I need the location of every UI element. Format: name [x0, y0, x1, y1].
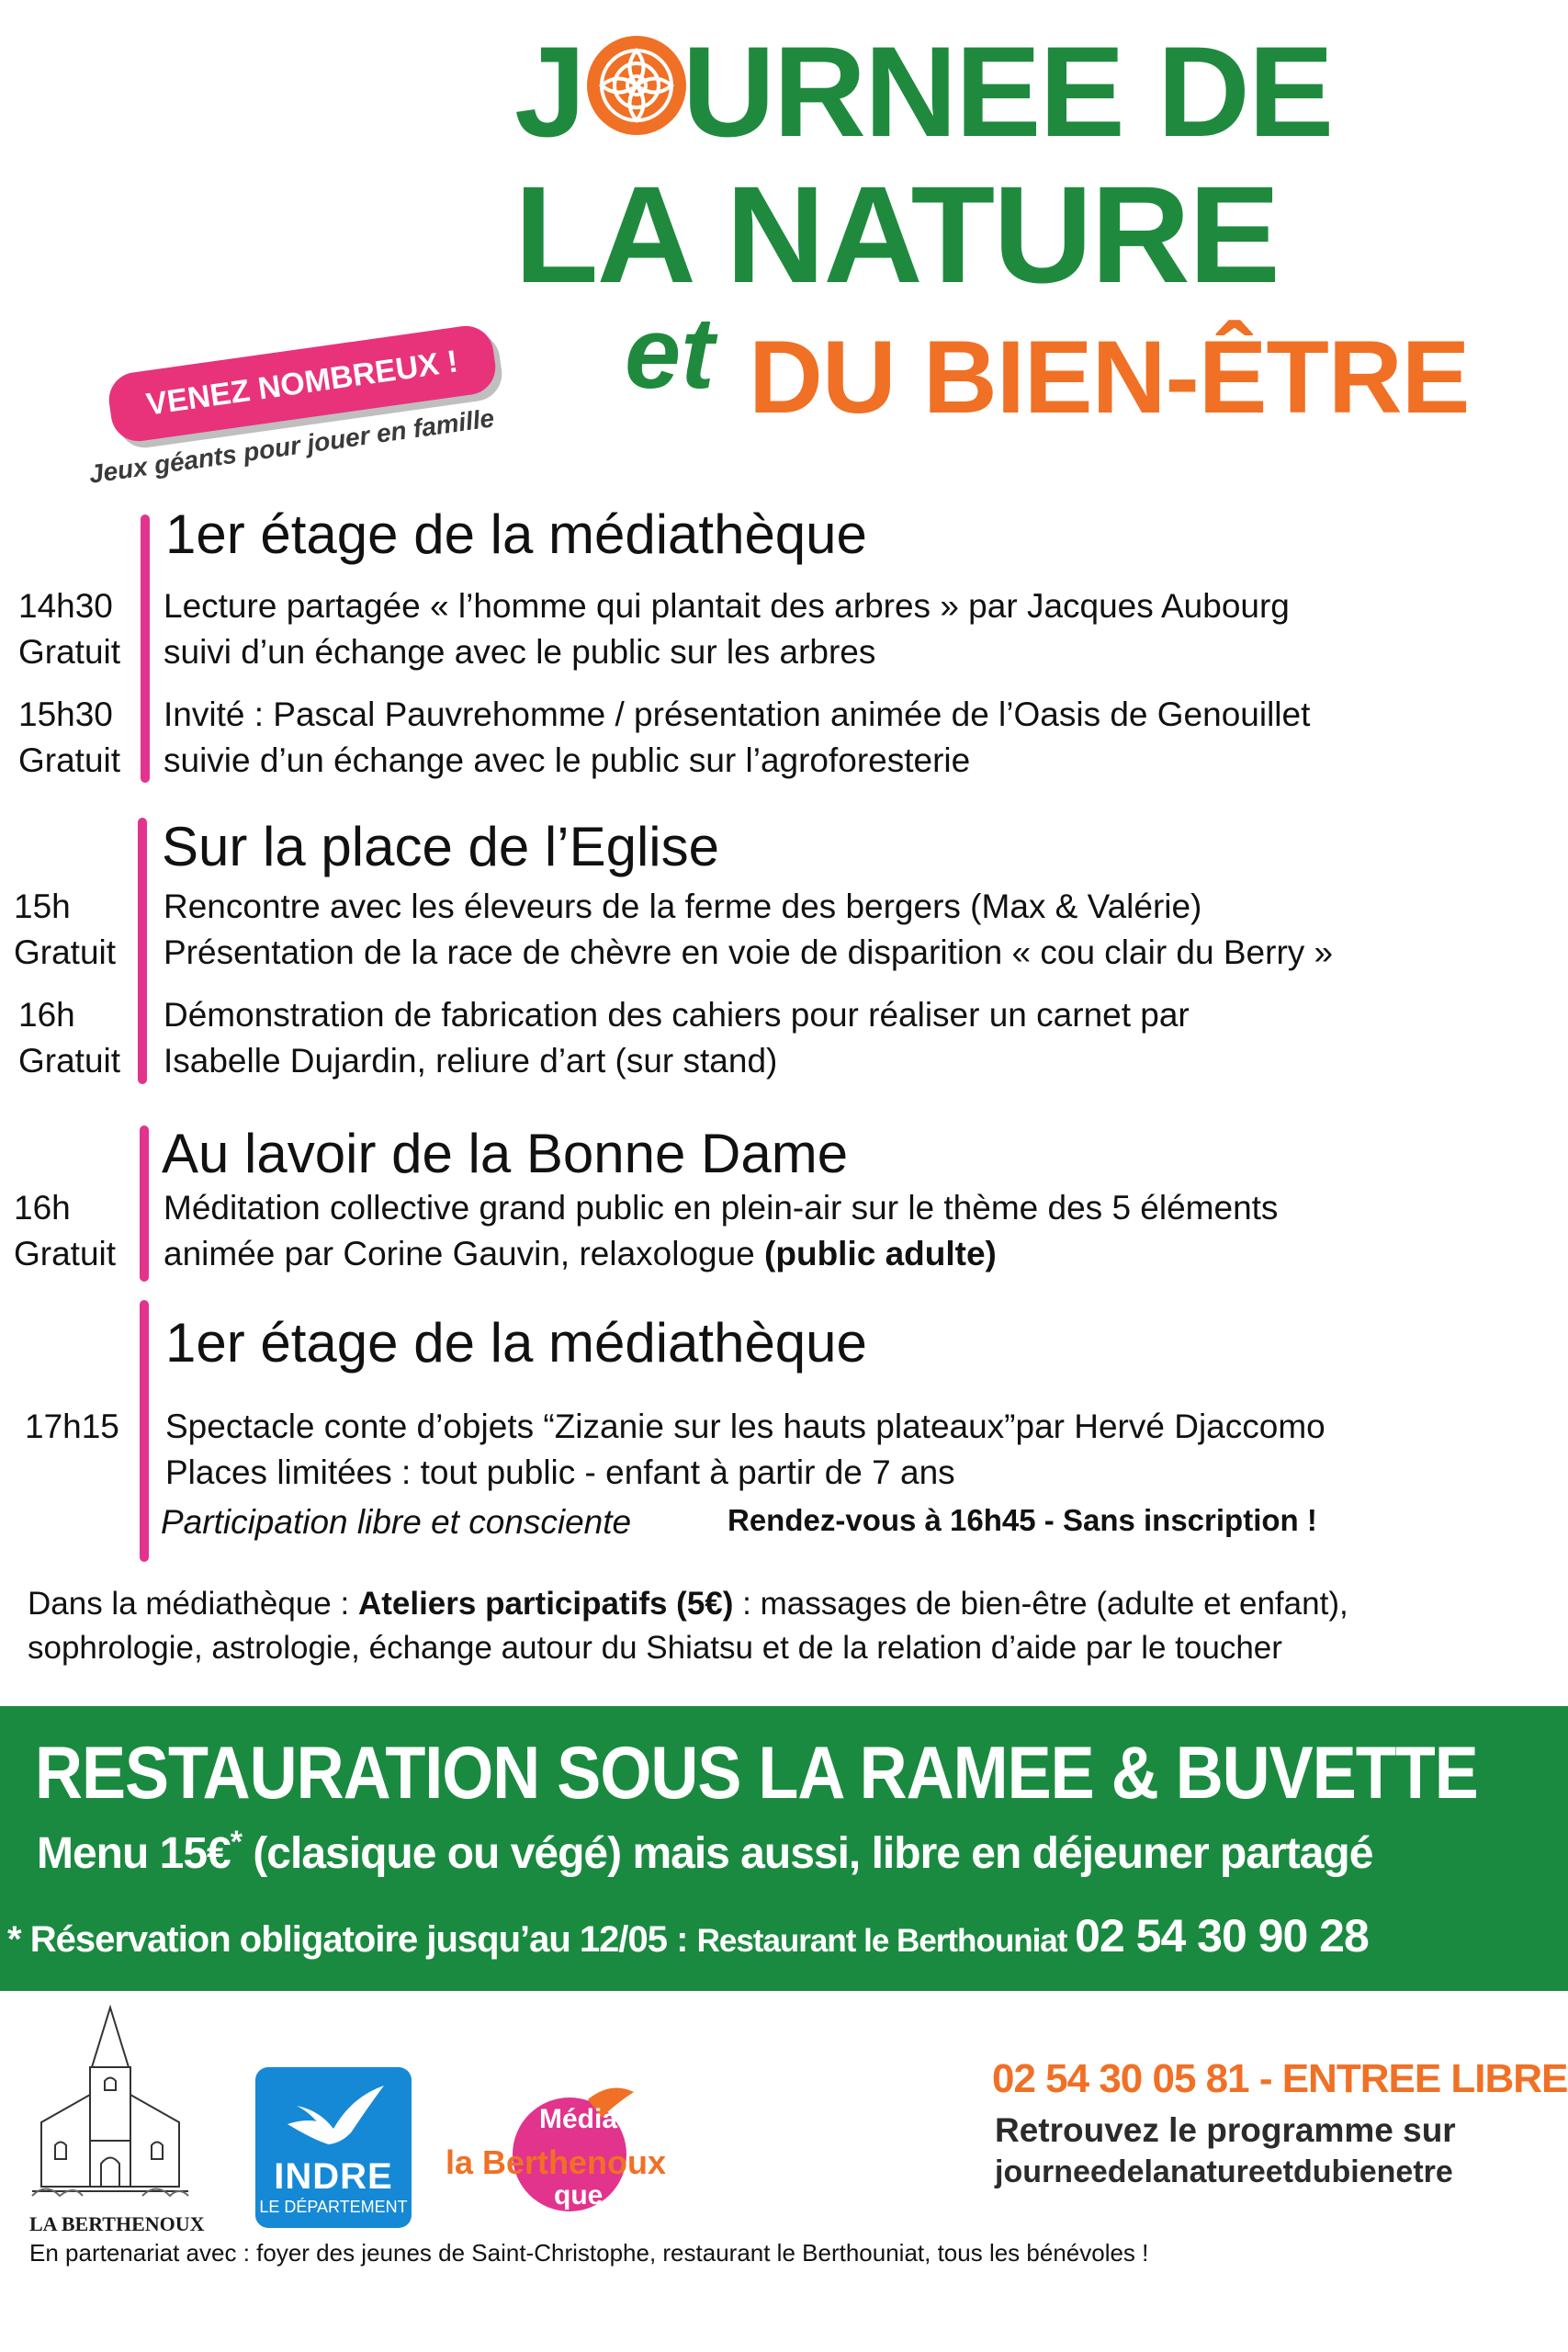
section-1-title: 1er étage de la médiathèque — [165, 503, 867, 565]
bird-icon — [278, 2078, 389, 2152]
site-line: journeedelanatureetdubienetre — [995, 2154, 1453, 2189]
programme-line: Retrouvez le programme sur — [995, 2111, 1456, 2149]
media-top: Média — [539, 2104, 618, 2134]
event-description: Démonstration de fabrication des cahiers pour réaliser un carnet par Isabelle Dujardin, reliure d’art (sur stand) — [164, 996, 1190, 1080]
phone-entree-libre: 02 54 30 05 81 - ENTREE LIBRE — [992, 2056, 1568, 2101]
church-label: LA BERTHENOUX — [29, 2212, 205, 2235]
event-description: Méditation collective grand public en plein-air sur le thème des 5 éléments animée par Corine Gauvin, relaxologue (public adulte) — [164, 1189, 1279, 1272]
section-2-title: Sur la place de l’Eglise — [162, 816, 720, 877]
section-3-bar — [140, 1125, 149, 1282]
section-4-title: 1er étage de la médiathèque — [165, 1312, 867, 1374]
partners-text: En partenariat avec : foyer des jeunes de Saint-Christophe, restaurant le Berthouniat, tous les bénévoles ! — [29, 2239, 1149, 2267]
media-mid: la Berthenoux — [446, 2143, 667, 2181]
event-time: 14h30 Gratuit — [18, 587, 121, 671]
title-line-3: DU BIEN-ÊTRE — [749, 320, 1470, 435]
event-time: 16h Gratuit — [14, 1189, 117, 1272]
tagline: Jeux géants pour jouer en famille — [86, 403, 496, 489]
section-4-bar — [140, 1300, 149, 1562]
title-et: et — [625, 297, 715, 410]
event-description: Spectacle conte d’objets “Zizanie sur les hauts plateaux”par Hervé Djaccomo Places limitées : tout public - enfant à partir de 7 ans — [165, 1408, 1325, 1491]
ateliers-text: Dans la médiathèque : Ateliers participatifs (5€) : massages de bien-être (adulte et enfant), sophrologie, astrologie, échange autour du Shiatsu et de la relation d’aide par le toucher — [28, 1586, 1348, 1666]
event-time: 15h Gratuit — [14, 888, 117, 971]
media-bot: que — [554, 2180, 604, 2211]
indre-name: INDRE — [274, 2156, 393, 2197]
rdv-text: Rendez-vous à 16h45 - Sans inscription ! — [728, 1503, 1317, 1537]
event-description: Invité : Pascal Pauvrehomme / présentation animée de l’Oasis de Genouillet suivie d’un échange avec le public sur l’agroforesterie — [164, 695, 1311, 779]
event-time: 16h Gratuit — [18, 996, 121, 1080]
section-2-bar — [138, 818, 147, 1084]
mediatheque-logo — [446, 2072, 694, 2228]
indre-logo — [255, 2067, 412, 2228]
event-description: Lecture partagée « l’homme qui plantait des arbres » par Jacques Aubourg suivi d’un échange avec le public sur les arbres — [164, 587, 1290, 671]
venez-nombreux-badge: VENEZ NOMBREUX ! — [106, 322, 499, 445]
title-line-1: J URNEE DE — [514, 19, 1333, 164]
band-reservation: * Réservation obligatoire jusqu’au 12/05 : Restaurant le Berthouniat 02 54 30 90 28 — [7, 1910, 1369, 1962]
church-illustration-icon — [28, 2003, 193, 2214]
event-time: 17h15 — [25, 1408, 119, 1445]
section-3-title: Au lavoir de la Bonne Dame — [162, 1123, 849, 1184]
band-title: RESTAURATION SOUS LA RAMEE & BUVETTE — [35, 1732, 1478, 1815]
indre-sub: LE DÉPARTEMENT — [259, 2198, 408, 2216]
event-description: Rencontre avec les éleveurs de la ferme des bergers (Max & Valérie) Présentation de la race de chèvre en voie de disparition « cou clair du Berry » — [164, 888, 1334, 971]
event-time: 15h30 Gratuit — [18, 695, 121, 779]
band-menu: Menu 15€* (clasique ou végé) mais aussi, libre en déjeuner partagé — [37, 1825, 1373, 1878]
title-line-2: LA NATURE — [514, 157, 1279, 311]
title-block — [514, 19, 1552, 435]
participation-text: Participation libre et consciente — [161, 1503, 632, 1541]
section-1-bar — [141, 514, 150, 783]
